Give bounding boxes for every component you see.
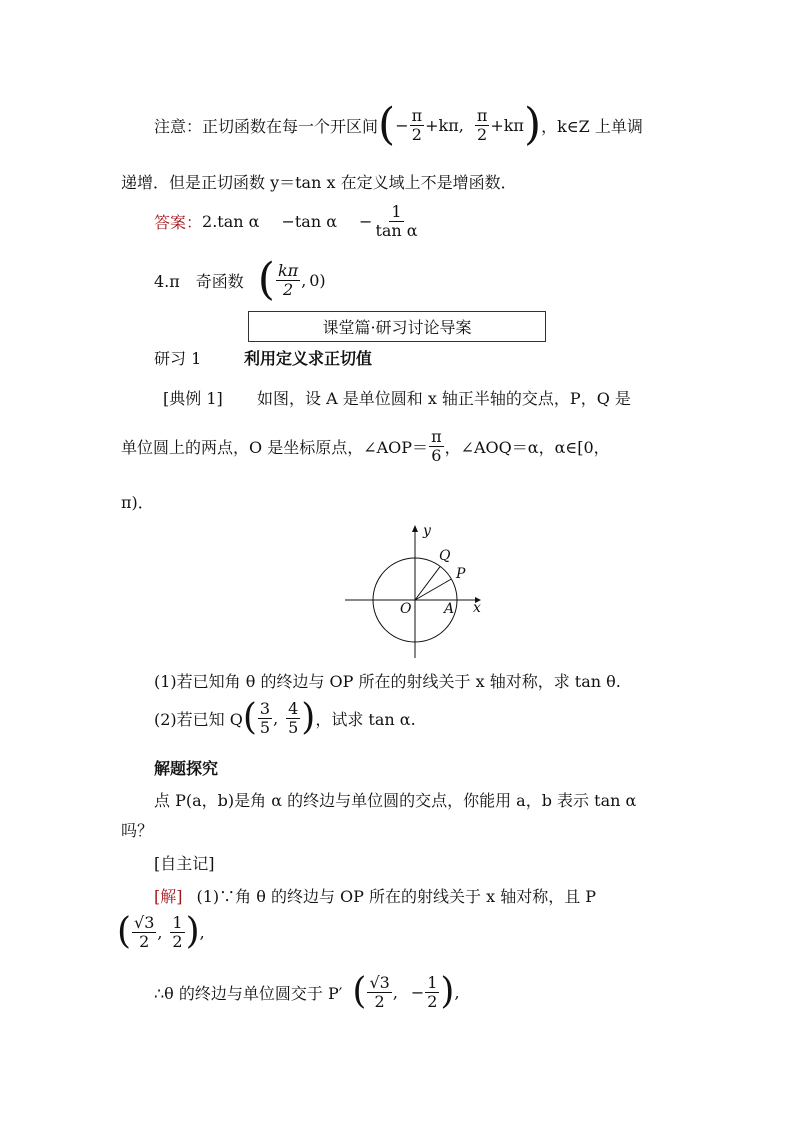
answer-part-1: 2.tan α [202, 211, 260, 231]
study-label: 研习 1 [154, 349, 202, 368]
question-1: (1)若已知角 θ 的终边与 OP 所在的射线关于 x 轴对称，求 tan θ. [154, 672, 621, 691]
explore-title: 解题探究 [154, 759, 219, 778]
pi-over-2-fraction-2: $\frac{\pi}{2}$ [476, 105, 488, 144]
example-text-3: π)． [121, 493, 154, 512]
point-p-label: P [456, 566, 466, 582]
pi-over-2-fraction: $\frac{\pi}{2}$ [411, 105, 423, 144]
minus-sign: − [395, 115, 409, 135]
example-text-2-tail: ，∠AOQ＝α，α∈[0， [444, 437, 610, 457]
sqrt3-over-2: $\frac{√3}{2}$ [134, 913, 155, 951]
pi-over-6-fraction: $\frac{\pi}{6}$ [431, 427, 442, 465]
explore-line-2: 吗？ [121, 821, 154, 840]
kpi-over-2-fraction: $\frac{k\pi}{2}$ [277, 260, 299, 299]
pp-minus: − [410, 982, 425, 1002]
answer-part-2: −tan α [281, 211, 338, 231]
note-tail: ，k∈Z 上单调 [541, 116, 643, 136]
x-label: x [473, 600, 481, 616]
y-label: y [423, 523, 431, 539]
solution-text-1: (1)∵角 θ 的终边与 OP 所在的射线关于 x 轴对称，且 P [196, 887, 597, 906]
note-line-1 [154, 99, 643, 150]
section-box-title: 课堂篇·研习讨论导案 [322, 318, 472, 337]
open-paren: ( [378, 99, 396, 150]
one-half-b: $\frac{1}{2}$ [427, 973, 438, 1011]
four-fifths: $\frac{4}{5}$ [288, 699, 299, 737]
point-q-label: Q [439, 548, 451, 564]
question-2-tail: ，试求 tan α. [315, 709, 416, 729]
solution-tag: [解] [154, 887, 183, 906]
answer-line2-text: 4.π 奇函数 [154, 271, 244, 291]
point-a-label: A [444, 601, 455, 617]
answer-minus: − [359, 211, 373, 231]
section-box [248, 311, 546, 342]
y-axis-arrow [412, 525, 418, 532]
self-note: [自主记] [154, 854, 215, 873]
origin-label: O [400, 601, 412, 617]
plus-kpi-1: +kπ, [425, 115, 464, 135]
solution-line-2: ( $\frac{√3}{2}$ , $\frac{1}{2}$ ) , [117, 911, 205, 953]
unit-circle-figure [340, 520, 490, 660]
example-line-2 [121, 428, 610, 464]
solution-line-1 [154, 884, 596, 907]
three-fifths: $\frac{3}{5}$ [259, 699, 271, 737]
ray-op [415, 579, 451, 600]
answer-label: 答案： [154, 212, 203, 232]
question-2: (2)若已知 Q ( $\frac{3}{5}$ , $\frac{4}{5}$ ) ，试求 tan α. [154, 697, 416, 739]
example-text-1: 如图，设 A 是单位圆和 x 轴正半轴的交点，P，Q 是 [257, 389, 631, 408]
sqrt3-over-2-b: $\frac{√3}{2}$ [369, 973, 390, 1011]
question-2-pre: (2)若已知 Q [154, 709, 243, 729]
example-text-2: 单位圆上的两点，O 是坐标原点，∠AOP＝ [121, 437, 429, 457]
close-paren: ) [523, 99, 542, 150]
open-paren-2: ( [257, 254, 275, 305]
plus-kpi-2: +kπ [490, 115, 524, 135]
answer-zero: 0) [309, 270, 326, 290]
note-line-2: 递增．但是正切函数 y＝tan x 在定义域上不是增函数． [121, 173, 517, 192]
answer-line-1 [154, 203, 421, 239]
example-tag: [典例 1] [163, 389, 223, 408]
ray-oq [415, 566, 440, 600]
answer-line-2: 4.π 奇函数 ( $\frac{k\pi}{2}$ , 0) [154, 254, 326, 305]
note-lead: 注意：正切函数在每一个开区间 [154, 116, 379, 136]
one-half: $\frac{1}{2}$ [172, 913, 183, 951]
one-over-tan-fraction: $\frac{1}{\text{tan α}}$ [375, 202, 418, 240]
explore-line-1: 点 P(a，b)是角 α 的终边与单位圆的交点，你能用 a，b 表示 tan α [154, 791, 637, 810]
solution-text-3: ∴θ 的终边与单位圆交于 P′ [154, 983, 343, 1003]
solution-line-3: ∴θ 的终边与单位圆交于 P′ ( $\frac{√3}{2}$ , − $\frac{1}{2}$ ) , [154, 971, 460, 1013]
study-title: 利用定义求正切值 [244, 349, 373, 368]
